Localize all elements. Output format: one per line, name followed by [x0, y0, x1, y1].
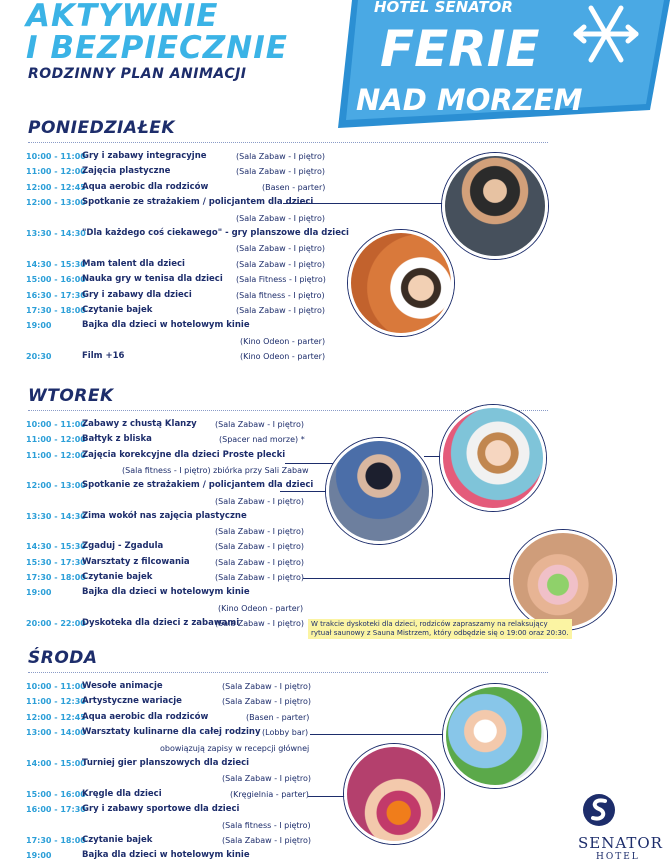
time-label: 17:30 - 18:00: [26, 836, 86, 845]
bowling-kids-photo: [344, 744, 444, 844]
felt-craft-photo: [510, 530, 616, 630]
location-label: (Kino Odeon - parter): [218, 603, 304, 613]
time-label: 11:00 - 12:00: [26, 167, 86, 177]
activity-label: Bajka dla dzieci w hotelowym kinie: [82, 587, 250, 598]
time-label: 10:00 - 11:00: [26, 152, 86, 161]
time-label: 12:00 - 13:00: [26, 198, 86, 208]
activity-label: Czytanie bajek: [82, 835, 153, 845]
activity-label: Dyskoteka dla dzieci z zabawami: [82, 617, 240, 628]
activity-label: Spotkanie ze strażakiem / policjantem dla dzieci: [82, 197, 314, 208]
location-label: (Sala fitness - I piętro): [236, 290, 325, 300]
header-title-line2: I BEZPIECZNIE: [26, 30, 288, 66]
activity-label: Mam talent dla dzieci: [82, 258, 185, 269]
location-label: (Sala Zabaw - I piętro): [236, 213, 326, 223]
senator-s-logo-icon: [582, 790, 616, 830]
location-label: (Sala Zabaw - I piętro): [236, 244, 326, 254]
time-label: 19:00: [26, 588, 52, 598]
wednesday-separator: [28, 672, 548, 673]
location-label: (Kino Odeon - parter): [240, 352, 326, 362]
location-label: (Sala Zabaw - I piętro): [236, 259, 326, 269]
time-label: 13:30 - 14:30: [26, 511, 86, 521]
connector-line: [310, 734, 446, 735]
location-label: (Sala Zabaw - I piętro): [215, 573, 305, 582]
location-label: (Kręgielnia - parter): [230, 789, 309, 799]
activity-label: Czytanie bajek: [82, 305, 153, 315]
banner-ferie-text: FERIE: [380, 20, 540, 78]
cooking-kids-photo: [443, 684, 547, 788]
location-label: (Sala Zabaw - I piętro): [222, 682, 312, 691]
activity-label: Warsztaty z filcowania: [82, 556, 190, 567]
time-label: 14:30 - 15:30: [26, 259, 86, 269]
activity-label: "Dla każdego coś ciekawego" - gry planszowe dla dzieci: [82, 228, 349, 238]
activity-label: Zabawy z chustą Klanzy: [82, 419, 197, 429]
time-label: 11:00 - 12:00: [26, 435, 86, 445]
activity-label: Wesołe animacje: [82, 681, 163, 691]
activity-label: Zajęcia plastyczne: [82, 166, 171, 177]
time-label: 19:00: [26, 851, 52, 861]
time-label: 13:30 - 14:30: [26, 229, 86, 238]
logo-name: SENATOR: [578, 834, 663, 852]
location-label: (Kino Odeon - parter): [240, 336, 326, 346]
location-label: (Sala Zabaw - I piętro): [236, 306, 326, 315]
logo-sub: HOTEL: [596, 852, 640, 862]
time-label: 11:00 - 12:00: [26, 450, 86, 460]
location-label: (Sala Zabaw - I piętro): [215, 420, 305, 429]
location-label: (Sala fitness - I piętro) zbiórka przy Sali Zabaw: [122, 465, 309, 475]
time-label: 14:30 - 15:30: [26, 542, 86, 552]
time-label: 12:00 - 13:00: [26, 481, 86, 491]
connector-line: [285, 463, 333, 464]
header-subtitle: RODZINNY PLAN ANIMACJI: [28, 66, 247, 82]
firefighter-photo: [442, 153, 548, 259]
location-label: (Sala Zabaw - I piętro): [236, 152, 326, 161]
activity-label: Kręgle dla dzieci: [82, 788, 162, 799]
sauna-note: W trakcie dyskoteki dla dzieci, rodziców zapraszamy na relaksujący rytuał saunowy z Sauna Mistrzem, który odbędzie się o 19:00 oraz 20:30.: [308, 619, 572, 639]
activity-label: Zima wokół nas zajęcia plastyczne: [82, 510, 247, 521]
activity-label: Zajęcia korekcyjne dla dzieci Proste plecki: [82, 449, 286, 460]
location-label: obowiązują zapisy w recepcji głównej: [160, 743, 310, 753]
time-label: 14:00 - 15:00: [26, 759, 86, 768]
tuesday-title: WTOREK: [28, 386, 114, 406]
location-label: (Sala fitness - I piętro): [222, 820, 311, 830]
location-label: (Sala Zabaw - I piętro): [222, 697, 312, 707]
activity-label: Bajka dla dzieci w hotelowym kinie: [82, 320, 250, 331]
time-label: 13:00 - 14:00: [26, 728, 86, 738]
connector-line: [303, 578, 513, 579]
time-label: 17:30 - 18:00: [26, 573, 86, 582]
ferie-banner: [338, 0, 670, 128]
time-label: 10:00 - 11:00: [26, 420, 86, 429]
location-label: (Sala Zabaw - I piętro): [215, 542, 305, 552]
activity-label: Warsztaty kulinarne dla całej rodziny: [82, 727, 261, 738]
time-label: 15:00 - 16:00: [26, 275, 86, 285]
time-label: 15:00 - 16:00: [26, 789, 86, 799]
header-title-line1: AKTYWNIE: [26, 0, 219, 34]
location-label: (Basen - parter): [246, 712, 310, 722]
activity-label: Zgaduj - Zgadula: [82, 541, 164, 552]
activity-label: Spotkanie ze strażakiem / policjantem dla dzieci: [82, 480, 314, 491]
activity-label: Bałtyk z bliska: [82, 434, 152, 445]
time-label: 20:30: [26, 352, 52, 362]
banner-nad-morzem-text: NAD MORZEM: [356, 83, 583, 117]
time-label: 15:30 - 17:30: [26, 557, 86, 567]
connector-line: [280, 491, 332, 492]
time-label: 10:00 - 11:00: [26, 682, 86, 691]
kids-exercise-photo: [440, 405, 546, 511]
location-label: (Lobby bar): [262, 728, 309, 738]
connector-line: [308, 796, 348, 797]
police-officer-photo: [326, 438, 432, 544]
monday-title: PONIEDZIAŁEK: [28, 118, 176, 138]
activity-label: Artystyczne wariacje: [82, 696, 182, 707]
activity-label: Aqua aerobic dla rodziców: [82, 711, 209, 722]
wednesday-title: ŚRODA: [28, 648, 98, 668]
location-label: (Sala Zabaw - I piętro): [215, 557, 305, 567]
activity-label: Gry i zabawy dla dzieci: [82, 289, 192, 300]
location-label: (Sala Zabaw - I piętro): [236, 167, 326, 177]
time-label: 12:00 - 12:45: [26, 182, 86, 192]
time-label: 17:30 - 18:00: [26, 306, 86, 315]
monday-separator: [28, 142, 548, 143]
time-label: 11:00 - 12:30: [26, 697, 86, 707]
banner-hotel-text: HOTEL SENATOR: [374, 0, 513, 16]
activity-label: Turniej gier planszowych dla dzieci: [82, 758, 250, 768]
time-label: 19:00: [26, 321, 52, 331]
location-label: (Spacer nad morze) *: [219, 435, 305, 445]
time-label: 16:30 - 17:30: [26, 290, 86, 300]
location-label: (Sala Zabaw - I piętro): [222, 836, 312, 845]
activity-label: Aqua aerobic dla rodziców: [82, 181, 209, 192]
activity-label: Gry i zabawy integracyjne: [82, 151, 207, 161]
location-label: (Sala Fitness - I piętro): [236, 275, 326, 285]
location-label: (Sala Zabaw - I piętro): [215, 496, 305, 506]
location-label: (Basen - parter): [262, 182, 326, 192]
time-label: 12:00 - 12:45: [26, 712, 86, 722]
activity-label: Nauka gry w tenisa dla dzieci: [82, 274, 223, 285]
activity-label: Gry i zabawy sportowe dla dzieci: [82, 804, 240, 815]
activity-label: Czytanie bajek: [82, 572, 153, 582]
location-label: (Sala Zabaw - I piętro): [222, 774, 312, 784]
activity-label: Film +16: [82, 351, 125, 362]
location-label: (Sala Zabaw - I piętro): [215, 527, 305, 537]
time-label: 20:00 - 22:00: [26, 618, 86, 628]
connector-line: [283, 203, 443, 204]
time-label: 16:00 - 17:30: [26, 805, 86, 815]
location-label: (Sala Zabaw - I piętro): [215, 618, 305, 628]
activity-label: Bajka dla dzieci w hotelowym kinie: [82, 850, 250, 861]
tennis-boy-photo: [348, 230, 454, 336]
